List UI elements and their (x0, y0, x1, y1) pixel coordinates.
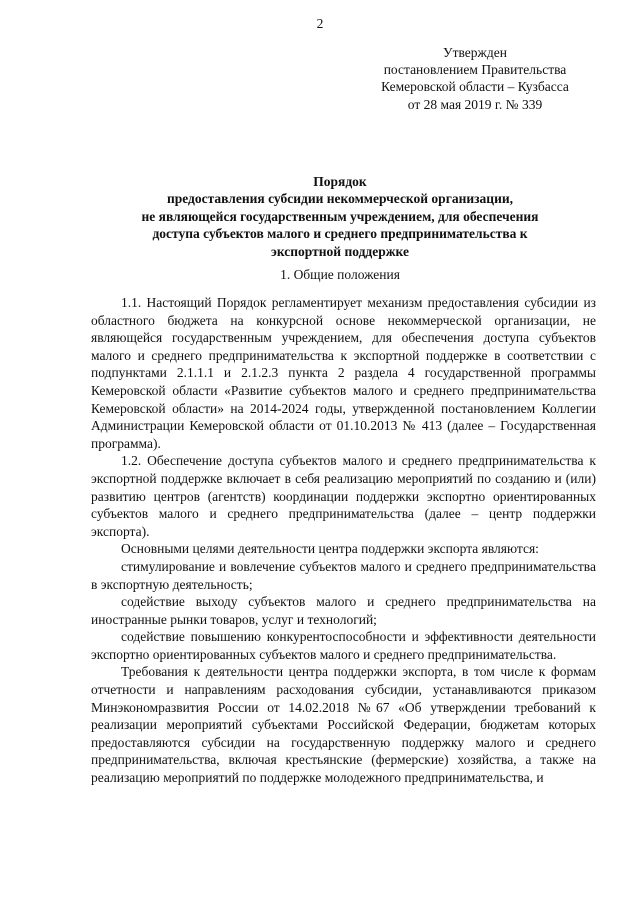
title-line: экспортной поддержке (271, 243, 409, 259)
approval-line: от 28 мая 2019 г. № 339 (407, 96, 543, 112)
page-number: 2 (316, 16, 324, 31)
paragraph-1-2: 1.2. Обеспечение доступа субъектов малого и среднего предпринимательства к экспортной поддержке включает в себя реализацию мероприятий по созданию и (или) развитию центров (агентств) координации поддержки экспортно ориентированных субъектов малого и среднего предпринимательства (далее – центр поддержки экспорта). (91, 453, 596, 539)
title-line: доступа субъектов малого и среднего предпринимательства к (152, 226, 528, 242)
paragraph-1-1: 1.1. Настоящий Порядок регламентирует механизм предоставления субсидии из областного бюджета на конкурсной основе некоммерческой организации, не являющейся государственным учреждением, для обеспечения доступа субъектов малого и среднего предпринимательства к экспортной поддержке в соответствии с подпунктами 2.1.1.1 и 2.1.2.3 пункта 2 раздела 4 государственной программы Кемеровской области «Развитие субъектов малого и среднего предпринимательства Кемеровской области» на 2014-2024 годы, утвержденной постановлением Коллегии Администрации Кемеровской области от 01.10.2013 № 413 (далее – Государственная программа). (91, 295, 596, 451)
title-line: Порядок (313, 174, 367, 189)
paragraph-goals-intro: Основными целями деятельности центра поддержки экспорта являются: (121, 541, 539, 557)
approval-line: постановлением Правительства (383, 62, 567, 78)
paragraph-requirements: Требования к деятельности центра поддержки экспорта, в том числе к формам отчетности и направлениям расходования субсидии, устанавливаются приказом Минэкономразвития России от 14.02.2018 №67 «Об утверждении требований к реализации мероприятий субъектами Российской Федерации, бюджетам которых предоставляются субсидии на государственную поддержку малого и среднего предпринимательства, включая крестьянские (фермерские) хозяйства, а также на реализацию мероприятий по поддержке молодежного предпринимательства, и (91, 664, 596, 786)
approval-line: Утвержден (443, 45, 507, 60)
paragraph-goal-item: стимулирование и вовлечение субъектов малого и среднего предпринимательства в экспортную деятельность; (91, 558, 596, 592)
document-title (80, 173, 600, 260)
paragraph-goal-item: содействие повышению конкурентоспособности и эффективности деятельности экспортно ориентированных субъектов малого и среднего предпринимательства. (91, 629, 596, 662)
paragraph-goal-item: содействие выходу субъектов малого и среднего предпринимательства на иностранные рынки товаров, услуг и технологий; (91, 594, 596, 627)
title-line: предоставления субсидии некоммерческой организации, (166, 191, 514, 207)
body-text (91, 294, 596, 787)
section-heading: 1. Общие положения (280, 267, 400, 282)
approval-stamp (355, 44, 595, 113)
approval-line: Кемеровской области – Кузбасса (381, 79, 569, 95)
title-line: не являющейся государственным учреждением, для обеспечения (141, 208, 539, 224)
